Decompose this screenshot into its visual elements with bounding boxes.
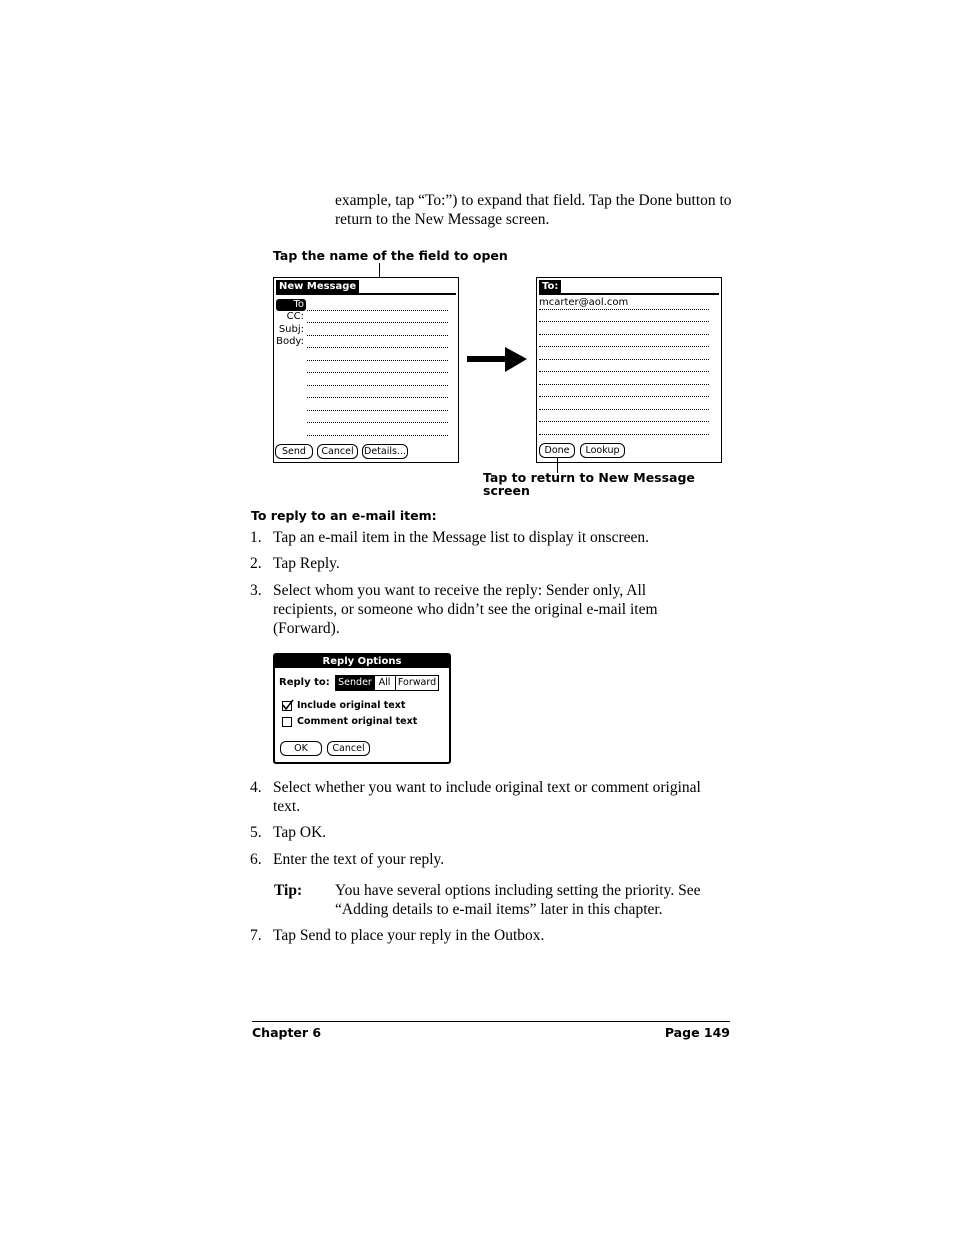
title-rule <box>539 293 719 295</box>
section-heading: To reply to an e-mail item: <box>251 508 437 523</box>
lookup-button[interactable]: Lookup <box>580 443 625 458</box>
step-number: 4. <box>250 779 262 796</box>
line-body[interactable] <box>307 360 448 361</box>
line[interactable] <box>539 334 709 335</box>
cancel-button[interactable]: Cancel <box>317 444 358 459</box>
title-rule <box>276 293 456 295</box>
segment-sender[interactable]: Sender <box>335 675 375 691</box>
step-text: Tap OK. <box>273 824 327 841</box>
step-number: 1. <box>250 529 262 546</box>
step-number: 7. <box>250 927 262 944</box>
ok-button[interactable]: OK <box>280 741 322 756</box>
comment-original-label: Comment original text <box>297 716 418 727</box>
to-screen-title: To: <box>539 280 561 293</box>
line-body[interactable] <box>307 372 448 373</box>
line-to[interactable] <box>307 310 448 311</box>
line[interactable] <box>539 384 709 385</box>
line-subj[interactable] <box>307 335 448 336</box>
callout-open-field: Tap the name of the field to open <box>273 248 508 263</box>
include-original-checkbox[interactable] <box>282 701 292 711</box>
step-number: 6. <box>250 851 262 868</box>
reply-options-dialog <box>273 653 451 764</box>
reply-to-label: Reply to: <box>279 677 330 688</box>
cancel-button[interactable]: Cancel <box>327 741 370 756</box>
tip-text: You have several options including setting the priority. See “Adding details to e-mail items” later in this chapter. <box>335 882 701 918</box>
new-message-title: New Message <box>276 280 359 293</box>
line-cc[interactable] <box>307 322 448 323</box>
step-item <box>250 823 730 842</box>
step-text: Select whether you want to include original text or comment original text. <box>273 779 701 815</box>
footer-page: Page 149 <box>664 1025 730 1040</box>
to-address-value[interactable]: mcarter@aol.com <box>539 297 629 308</box>
step-text: Tap Send to place your reply in the Outbox. <box>273 927 545 944</box>
step-item <box>250 850 730 869</box>
line[interactable] <box>539 371 709 372</box>
step-number: 2. <box>250 555 262 572</box>
tip-label: Tip: <box>274 882 303 899</box>
callout-return: Tap to return to New Message screen <box>483 470 695 498</box>
segment-all[interactable]: All <box>374 675 396 691</box>
step-item <box>250 926 730 945</box>
footer-rule <box>252 1021 730 1022</box>
segment-forward[interactable]: Forward <box>396 675 439 691</box>
field-label-body[interactable]: Body: <box>276 336 304 347</box>
step-item <box>250 778 705 816</box>
details-button[interactable]: Details... <box>364 446 406 457</box>
step-text: Enter the text of your reply. <box>273 851 445 868</box>
field-label-subj[interactable]: Subj: <box>278 324 304 335</box>
step-item <box>250 528 730 547</box>
line-body[interactable] <box>307 422 448 423</box>
line-body[interactable] <box>307 410 448 411</box>
new-message-screen <box>273 277 459 463</box>
step-text: Tap an e-mail item in the Message list to display it onscreen. <box>273 529 649 546</box>
line-body[interactable] <box>307 385 448 386</box>
field-label-to[interactable]: To <box>276 299 306 311</box>
line[interactable] <box>539 359 709 360</box>
step-item <box>250 581 705 638</box>
line[interactable] <box>539 396 709 397</box>
line[interactable] <box>539 409 709 410</box>
step-text: Select whom you want to receive the reply: Sender only, All recipients, or someone who didn’t see the original e-mail item (Forward). <box>273 582 658 637</box>
line-body[interactable] <box>307 347 448 348</box>
dialog-title: Reply Options <box>275 655 449 668</box>
line[interactable] <box>539 434 709 435</box>
comment-original-checkbox[interactable] <box>282 717 292 727</box>
line[interactable] <box>539 346 709 347</box>
step-item <box>250 554 730 573</box>
intro-paragraph: example, tap “To:”) to expand that field. Tap the Done button to return to the New Message screen. <box>335 192 732 228</box>
step-number: 5. <box>250 824 262 841</box>
include-original-label: Include original text <box>297 700 406 711</box>
send-button[interactable]: Send <box>275 444 313 459</box>
line[interactable] <box>539 421 709 422</box>
checkmark-icon <box>282 699 294 711</box>
line[interactable] <box>539 321 709 322</box>
line[interactable] <box>539 309 709 310</box>
line-body[interactable] <box>307 397 448 398</box>
step-number: 3. <box>250 582 262 599</box>
step-text: Tap Reply. <box>273 555 340 572</box>
to-field-screen <box>536 277 722 463</box>
done-button[interactable]: Done <box>539 443 575 458</box>
line-body[interactable] <box>307 435 448 436</box>
field-label-cc[interactable]: CC: <box>286 311 304 322</box>
footer-chapter: Chapter 6 <box>252 1025 322 1040</box>
right-arrow-icon <box>467 345 529 375</box>
